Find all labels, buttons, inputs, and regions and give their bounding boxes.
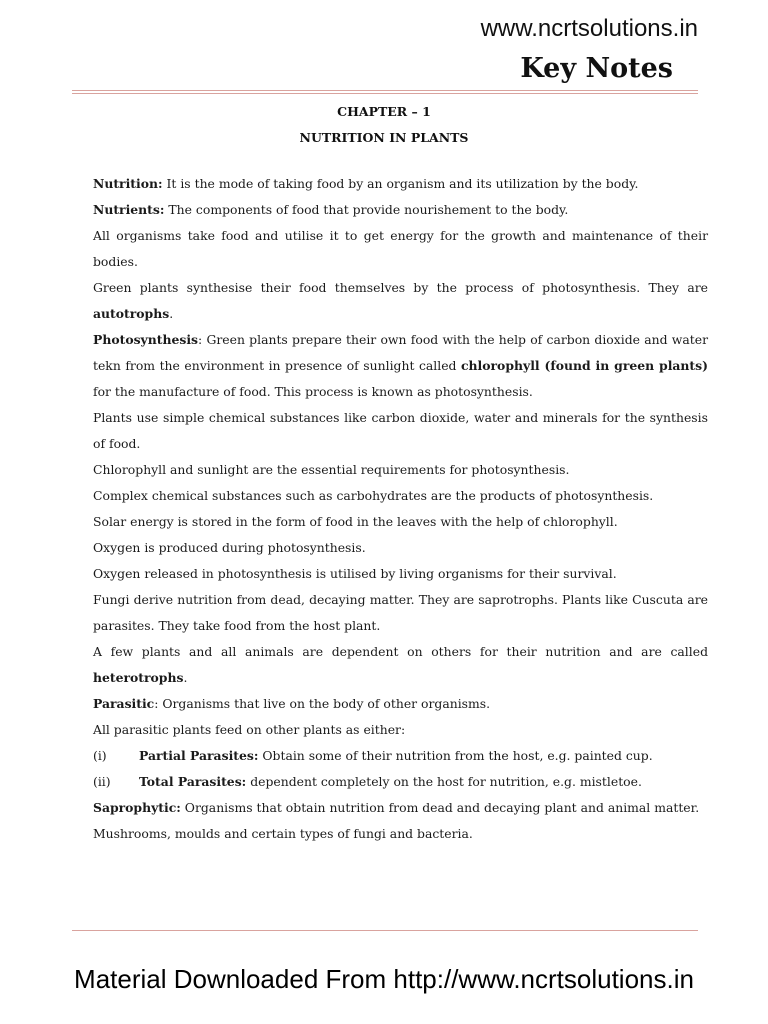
note-saprophytic [93,795,708,821]
note-parasitic [93,691,708,717]
definition-nutrition: It is the mode of taking food by an organism and its utilization by the body. [162,176,639,191]
note-photosynthesis [93,327,708,405]
note-heterotrophs [93,639,708,691]
site-url: www.ncrtsolutions.in [480,15,698,42]
note-solar-energy: Solar energy is stored in the form of food in the leaves with the help of chlorophyll. [93,514,618,529]
note-nutrition [93,171,708,197]
chapter-number: CHAPTER – 1 [337,104,431,119]
list-item-text [139,743,653,769]
note-organisms-energy: All organisms take food and utilise it to get energy for the growth and maintenance of their bodies. [93,228,708,269]
note-oxygen-released: Oxygen released in photosynthesis is utilised by living organisms for their survival. [93,566,617,581]
list-item-text [139,769,642,795]
note-oxygen-produced: Oxygen is produced during photosynthesis. [93,540,366,555]
definition-saprophytic: Organisms that obtain nutrition from dead and decaying plant and animal matter. [180,800,700,815]
definition-parasitic: : Organisms that live on the body of other organisms. [154,696,491,711]
list-item [93,743,708,769]
key-notes-title: Key Notes [520,53,673,84]
green-plants-end: . [169,306,174,321]
heterotrophs-end: . [183,670,188,685]
footer-download-text: Material Downloaded From http://www.ncrtsolutions.in [74,964,694,994]
note-parasitic-plants: All parasitic plants feed on other plants as either: [93,722,406,737]
list-item-term: Partial Parasites: [139,748,259,763]
term-heterotrophs: heterotrophs [93,670,184,685]
header-divider [72,90,698,94]
term-nutrients: Nutrients: [93,202,165,217]
term-saprophytic: Saprophytic: [93,800,181,815]
note-fungi: Fungi derive nutrition from dead, decaying matter. They are saprotrophs. Plants like Cuscuta are parasites. They take food from the host plant. [93,592,708,633]
note-simple-substances: Plants use simple chemical substances like carbon dioxide, water and minerals for the synthesis of food. [93,410,708,451]
heterotrophs-text: A few plants and all animals are dependent on others for their nutrition and are called [93,644,708,659]
term-parasitic: Parasitic [93,696,155,711]
list-item-number: (i) [93,748,107,763]
footer-divider [72,930,698,931]
term-chlorophyll: chlorophyll (found in green plants) [461,358,708,373]
notes-body [93,171,708,847]
definition-nutrients: The components of food that provide nourishement to the body. [164,202,569,217]
note-mushrooms: Mushrooms, moulds and certain types of fungi and bacteria. [93,826,473,841]
list-item-number: (ii) [93,774,111,789]
chapter-title: NUTRITION IN PLANTS [299,130,469,145]
list-item-term: Total Parasites: [139,774,247,789]
green-plants-text: Green plants synthesise their food themselves by the process of photosynthesis. They are [93,280,708,295]
note-products: Complex chemical substances such as carbohydrates are the products of photosynthesis. [93,488,654,503]
term-autotrophs: autotrophs [93,306,170,321]
note-requirements: Chlorophyll and sunlight are the essential requirements for photosynthesis. [93,462,570,477]
list-item [93,769,708,795]
list-item-definition: Obtain some of their nutrition from the host, e.g. painted cup. [258,748,653,763]
definition-photosynthesis-1: : Green plants prepare their own food with the help of carbon dioxide and water tekn from the environment in presence of sunlight called [93,332,708,373]
definition-photosynthesis-2: for the manufacture of food. This process is known as photosynthesis. [93,384,533,399]
list-item-definition: dependent completely on the host for nutrition, e.g. mistletoe. [246,774,642,789]
note-nutrients [93,197,708,223]
note-green-plants [93,275,708,327]
term-photosynthesis: Photosynthesis [93,332,199,347]
term-nutrition: Nutrition: [93,176,163,191]
